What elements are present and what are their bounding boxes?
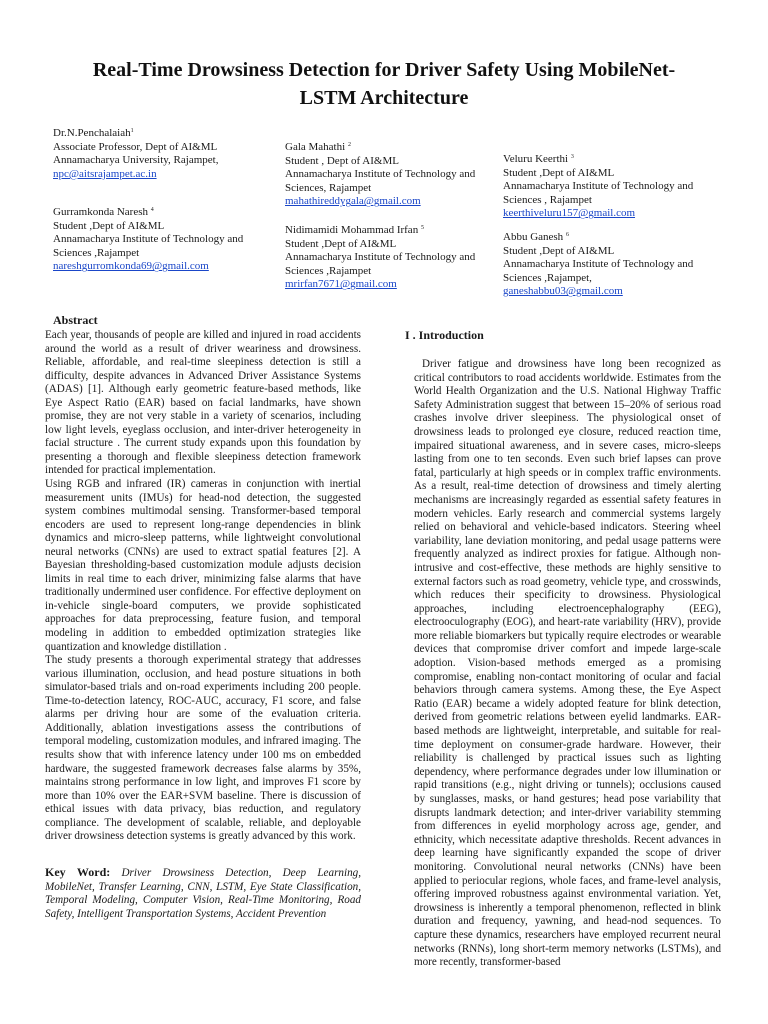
author-name: Veluru Keerthi $^3$	[503, 153, 574, 165]
author-block-3	[503, 151, 693, 221]
keywords-block	[45, 866, 361, 921]
author-email-link[interactable]: ganeshabbu03@gmail.com	[503, 285, 623, 298]
author-role: Student ,Dept of AI&ML	[53, 219, 165, 232]
author-name: Dr.N.Penchalaiah$^1$	[53, 127, 134, 139]
author-affiliation: Annamacharya Institute of Technology and	[503, 258, 694, 271]
paper-title	[60, 56, 708, 112]
author-email-link[interactable]: npc@aitsrajampet.ac.in	[53, 167, 157, 180]
abstract-paragraph: The study presents a thorough experimental strategy that addresses various illumination, occlusion, and head posture situations in both simulator-based trials and on-road experiments including 200 people. Time-to-detection latency, ROC-AUC, accuracy, F1 score, and false alarms per driving hour are some of the evaluation criteria. Additionally, ablation investigations assess the contributions of temporal modeling, customization modules, and infrared imaging. The results show that with inference latency under 100 ms on embedded hardware, the suggested framework decreases false alarms by 35%, maintains strong performance in low light, and improves F1 score by more than 10% over the EAR+SVM baseline. There is discussion of ethical issues with data privacy, bias reduction, and regulatory compliance. The development of scalable, reliable, and deployable driver drowsiness detection systems is greatly advanced by this work.	[45, 654, 361, 843]
author-block-5	[285, 222, 475, 292]
author-affiliation: Annamacharya Institute of Technology and	[503, 180, 694, 193]
author-email-link[interactable]: mahathireddygala@gmail.com	[285, 195, 421, 208]
author-role: Associate Professor, Dept of AI&ML	[53, 140, 218, 153]
abstract-paragraph: Each year, thousands of people are killed and injured in road accidents around the world as a result of driver weariness and drowsiness. Reliable, affordable, and real-time sleepiness detection is still a difficulty, despite advances in Advanced Driver Assistance Systems (ADAS) [1]. Although early geometric feature-based methods, like Eye Aspect Ratio (EAR) based on facial landmarks, have shown promise, they are not very stable in a variety of scenarios, including low light levels, eyeglass occlusion, and inter-driver heterogeneity in facial structure . The current study expands upon this foundation by presenting a thorough and flexible sleepiness detection framework intended for practical implementation.	[45, 329, 361, 477]
author-block-2	[285, 139, 475, 209]
author-email-link[interactable]: mrirfan7671@gmail.com	[285, 278, 397, 291]
author-affiliation: Sciences, Rajampet	[285, 181, 372, 194]
author-affiliation: Sciences ,Rajampet	[285, 264, 372, 277]
introduction-body: Driver fatigue and drowsiness have long been recognized as critical contributors to road accidents worldwide. Estimates from the World Health Organization and the U.S. National Highway Traffic Safety Administration suggest that between 15–20% of serious road crashes involve driver sleepiness. The physiological onset of drowsiness leads to prolonged eye closure, reduced reaction time, impaired situational awareness, and in severe cases, micro-sleeps lasting from one to ten seconds. Even such brief lapses can prove fatal, particularly at high speeds or in complex traffic environments. As a result, real-time detection of drowsiness and timely alerting mechanisms are increasingly regarded as essential safety features in modern vehicles. Early research and commercial systems largely relied on behavioral and vehicle-based indicators. Steering wheel variability, lane deviation monitoring, and pedal usage patterns were frequently analyzed as indirect proxies for fatigue. Although non-intrusive and cost-effective, these methods are highly sensitive to external factors such as road geometry, vehicle type, and crosswinds, which reduces their specificity to drowsiness. Physiological approaches, including electroencephalography (EEG), electrooculography (EOG), and heart-rate variability (HRV), provide more reliable biomarkers but typically require electrodes or wearable devices that compromise driver comfort and impede large-scale adoption. Vision-based methods emerged as a promising compromise, enabling non-contact monitoring of ocular and facial behaviors through camera systems. Among these, the Eye Aspect Ratio (EAR) became a widely adopted feature for blink detection, derived from geometric relations between eyelid landmarks. EAR-based methods are lightweight, interpretable, and suitable for real-time deployment on consumer-grade hardware. However, their reliability is challenged by practical issues such as lighting dependency, where performance degrades under low illumination or rapid transitions (e.g., night driving or tunnels); occlusions caused by sunglasses, masks, or hand gestures; head pose variability that disrupts landmark detection; and inter-driver variability stemming from differences in eyelid morphology across age, gender, and ethnicity, which necessitate adaptive thresholds. Recent advances in deep learning have significantly expanded the scope of driver monitoring. Convolutional neural networks (CNNs) have been applied to periocular regions, whole faces, and frame-level analysis, offering improved robustness against environmental variation. Yet, drowsiness is inherently a temporal phenomenon, reflected in blink duration and frequency, yawning, and head-nod sequences. To capture these dynamics, researchers have employed recurrent neural networks (RNNs), long short-term memory networks (LSTMs), and more recently, transformer-based	[414, 358, 721, 969]
author-email-link[interactable]: keerthiveluru157@gmail.com	[503, 207, 636, 220]
author-affiliation: Sciences ,Rajampet	[53, 246, 140, 259]
author-name: Gala Mahathi $^2$	[285, 141, 351, 153]
author-affiliation: Annamacharya University, Rajampet,	[53, 154, 219, 167]
author-affiliation: Annamacharya Institute of Technology and	[53, 233, 244, 246]
author-affiliation: Annamacharya Institute of Technology and	[285, 168, 476, 181]
author-block-4	[53, 204, 243, 274]
author-role: Student ,Dept of AI&ML	[503, 166, 615, 179]
paper-title-line-2: LSTM Architecture	[299, 87, 469, 109]
abstract-paragraph: Using RGB and infrared (IR) cameras in conjunction with inertial measurement units (IMUs) for head-nod detection, the suggested system combines multimodal sensing. Transformer-based temporal encoders are used to represent long-range dependencies in blink dynamics and micro-sleep patterns, while lightweight convolutional neural networks (CNNs) are used to extract spatial features [2]. A Bayesian thresholding-based customization module adjusts decision limits in real time to each driver, minimizing false alarms that have traditionally undermined user confidence. For effective deployment on in-vehicle single-board computers, we provide sophisticated approaches for data preprocessing, feature fusion, and temporal modeling in addition to embedded optimization strategies like quantization and knowledge distillation .	[45, 478, 361, 653]
author-name: Gurramkonda Naresh $^4$	[53, 206, 154, 218]
author-block-1	[53, 125, 218, 181]
author-email-link[interactable]: nareshgurromkonda69@gmail.com	[53, 260, 209, 273]
author-affiliation: Annamacharya Institute of Technology and	[285, 251, 476, 264]
author-affiliation: Sciences , Rajampet	[503, 193, 592, 206]
keywords-text: Driver Drowsiness Detection, Deep Learning, MobileNet, Transfer Learning, CNN, LSTM, Eye State Classification, Temporal Modeling, Computer Vision, Real-Time Monitoring, Road Safety, Intelligent Transportation Systems, Accident Prevention	[45, 867, 362, 920]
author-role: Student ,Dept of AI&ML	[503, 244, 615, 257]
author-block-6	[503, 229, 693, 299]
abstract-body	[45, 329, 361, 844]
author-name: Abbu Ganesh $^6$	[503, 231, 569, 243]
abstract-heading: Abstract	[53, 313, 98, 327]
author-role: Student , Dept of AI&ML	[285, 154, 399, 167]
keywords-label: Key Word:	[45, 865, 111, 879]
author-affiliation: Sciences ,Rajampet,	[503, 271, 592, 284]
author-name: Nidimamidi Mohammad Irfan $^5$	[285, 224, 424, 236]
paper-title-line-1: Real-Time Drowsiness Detection for Driver Safety Using MobileNet-	[92, 59, 676, 81]
author-role: Student ,Dept of AI&ML	[285, 237, 397, 250]
introduction-heading: I . Introduction	[405, 328, 484, 342]
